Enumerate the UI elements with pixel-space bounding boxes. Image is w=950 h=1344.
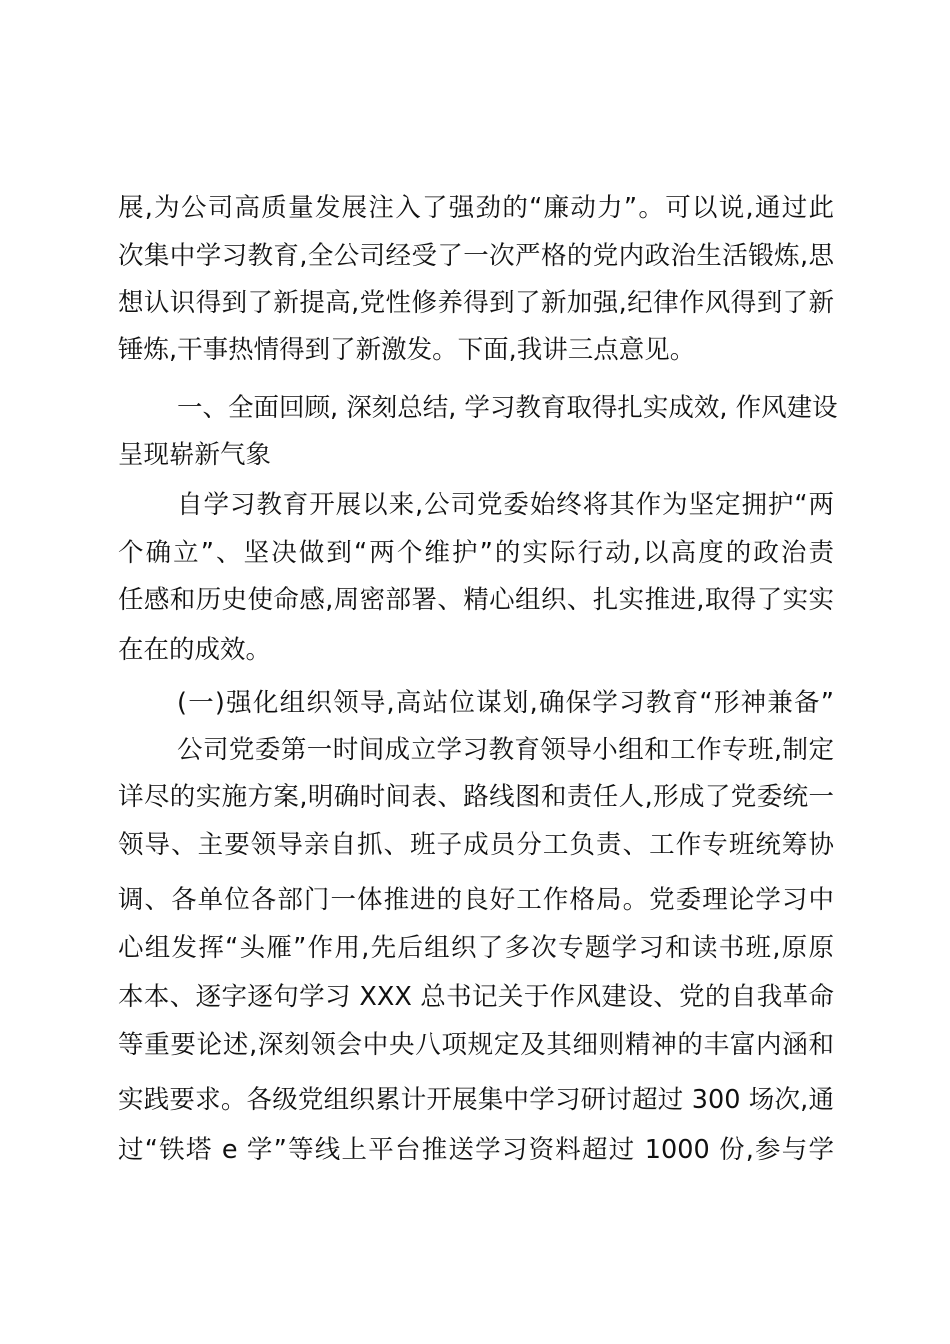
body-text-line: 次集中学习教育,全公司经受了一次严格的党内政治生活锻炼,思 — [118, 241, 834, 271]
body-text-line: 公司党委第一时间成立学习教育领导小组和工作专班,制定 — [177, 735, 834, 765]
subsection-heading: (一)强化组织领导,高站位谋划,确保学习教育“形神兼备” — [177, 688, 834, 718]
body-text-line: 等重要论述,深刻领会中央八项规定及其细则精神的丰富内涵和 — [118, 1030, 834, 1060]
body-text-line: 本本、逐字逐句学习 XXX 总书记关于作风建设、党的自我革命 — [118, 982, 834, 1012]
section-heading-line: 一、全面回顾, 深刻总结, 学习教育取得扎实成效, 作风建设 — [177, 393, 838, 423]
body-text-line: 领导、主要领导亲自抓、班子成员分工负责、工作专班统筹协 — [118, 830, 834, 860]
body-text-line: 锤炼,干事热情得到了新激发。下面,我讲三点意见。 — [118, 335, 696, 365]
body-text-line: 心组发挥“头雁”作用,先后组织了多次专题学习和读书班,原原 — [118, 933, 834, 963]
body-text-line: 任感和历史使命感,周密部署、精心组织、扎实推进,取得了实实 — [118, 585, 834, 615]
body-text-line: 详尽的实施方案,明确时间表、路线图和责任人,形成了党委统一 — [118, 782, 834, 812]
body-text-line: 自学习教育开展以来,公司党委始终将其作为坚定拥护“两 — [177, 490, 834, 520]
body-text-line: 个确立”、坚决做到“两个维护”的实际行动,以高度的政治责 — [118, 538, 834, 568]
body-text-line: 在在的成效。 — [118, 635, 272, 665]
section-heading-line: 呈现崭新气象 — [118, 440, 272, 470]
body-text-line: 实践要求。各级党组织累计开展集中学习研讨超过 300 场次,通 — [118, 1085, 834, 1115]
body-text-line: 展,为公司高质量发展注入了强劲的“廉动力”。可以说,通过此 — [118, 193, 834, 223]
body-text-line: 调、各单位各部门一体推进的良好工作格局。党委理论学习中 — [118, 885, 834, 915]
body-text-line: 过“铁塔 e 学”等线上平台推送学习资料超过 1000 份,参与学 — [118, 1135, 834, 1165]
body-text-line: 想认识得到了新提高,党性修养得到了新加强,纪律作风得到了新 — [118, 288, 834, 318]
